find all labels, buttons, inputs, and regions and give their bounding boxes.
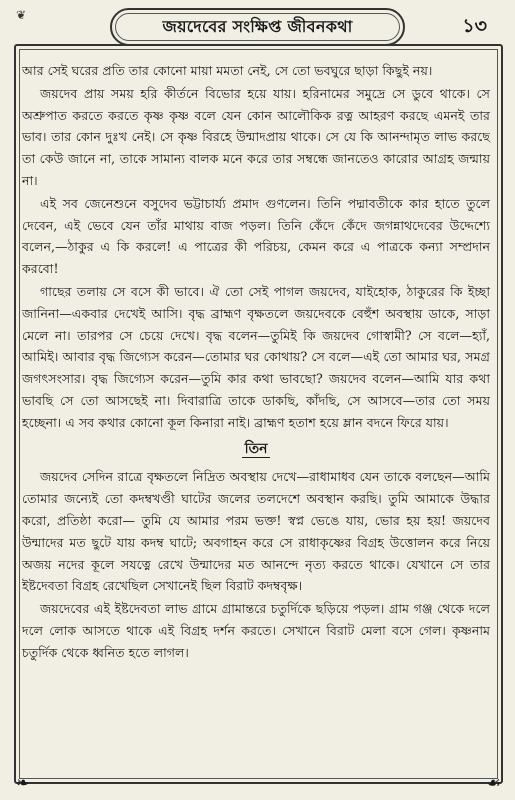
- title-cartouche: [110, 8, 405, 46]
- page-header: [0, 0, 515, 52]
- paragraph: আর সেই ঘরের প্রতি তার কোনো মায়া মমতা নেই, সে তো ভবঘুরে ছাড়া কিছুই নয়।: [22, 63, 433, 78]
- page-number: ১৩: [462, 15, 487, 37]
- running-title: জয়দেবের সংক্ষিপ্ত জীবনকথা: [162, 16, 353, 36]
- paragraph: জয়দেবের এই ইষ্টদেবতা লাভ গ্রামে গ্রামান্তরে চতুর্দিকে ছড়িয়ে পড়ল। গ্রাম গঞ্জ থেকে দলে দলে লোক আসতে থাকে এই বিগ্রহ দর্শন করতে। সেখানে বিরাট মেলা বসে গেল। কৃষ্ণনাম চতুর্দিক থেকে ধ্বনিত হতে লাগল।: [22, 601, 490, 660]
- paragraph: গাছের তলায় সে বসে কী ভাবে। ঐ তো সেই পাগল জয়দেব, যাইহোক, ঠাকুরের কি ইচ্ছা জানিনা—একবার দেখেই আসি। বৃদ্ধ ব্রাহ্মণ বৃক্ষতলে জয়দেবকে বেহুঁশ অবস্থায় ডাকে, সাড়া মেলে না। তারপর সে চেয়ে দেখে। বৃদ্ধ বলেন—তুমিই কি জয়দেব গোস্বামী? সে বলে—হ্যাঁ, আমিই। আবার বৃদ্ধ জিগ্যেস করেন—তোমার ঘর কোথায়? সে বলে—এই তো আমার ঘর, সমগ্র জগৎসংসার। বৃদ্ধ জিগ্যেস করেন—তুমি কার কথা ভাবছো? জয়দেব বলেন—আমি যার কথা ভাবছি সে তো আসছেই না। দিবারাত্রি তাকে ডাকছি, কাঁদছি, সে আসবে—তার তো সময় হচ্ছেনা। এ সব কথার কোনো কূল কিনারা নাই। ব্রাহ্মণ হতাশ হয়ে ম্লান বদনে ফিরে যায়।: [22, 283, 490, 430]
- section-heading-text: তিন: [242, 441, 271, 458]
- page-body: [22, 60, 490, 665]
- paragraph: এই সব জেনেশুনে বসুদেব ভট্টাচার্য্য প্রমাদ গুণলেন। তিনি পদ্মাবতীকে কার হাতে তুলে দেবেন, এই ভেবে যেন তাঁর মাথায় বাজ পড়ল। তিনি কেঁদে কেঁদে জগন্নাথদেবের উদ্দেশ্যে বলেন,—ঠাকুর এ কি করলে! এ পাত্রের কী পরিচয়, কেমন করে এ পাত্রকে কন্যা সম্প্রদান করবো!: [22, 195, 490, 277]
- corner-ornament-icon: ☙: [486, 773, 501, 792]
- corner-ornament-icon: ❦: [16, 8, 27, 22]
- paragraph: জয়দেব সেদিন রাত্রে বৃক্ষতলে নিদ্রিত অবস্থায় দেখে—রাধামাধব যেন তাকে বলছেন—আমি তোমার জন্যেই তো কদম্বখণ্ডী ঘাটের জলের তলদেশে অবস্থান করছি। তুমি আমাকে উদ্ধার করো, প্রতিষ্ঠা করো— তুমি যে আমার পরম ভক্ত! স্বপ্ন ভেঙে যায়, ভোর হয় হয়! জয়দেব উন্মাদের মত ছুটে যায় কদম্ব ঘাটে; অবগাহন করে সে রাধাকৃষ্ণের বিগ্রহ উত্তোলন করে নিয়ে অজয় নদের কূলে সযত্নে রেখে উন্মাদের মত আনন্দে নৃত্য করতে থাকে। যেখানে সে তার ইষ্টদেবতা বিগ্রহ রেখেছিল সেখানেই ছিল বিরাট কদম্ববৃক্ষ।: [22, 469, 490, 594]
- corner-ornament-icon: ❧: [16, 773, 30, 792]
- section-heading: [22, 439, 490, 461]
- paragraph: জয়দেব প্রায় সময় হরি কীর্তনে বিভোর হয়ে যায়। হরিনামের সমুদ্রে সে ডুবে থাকে। সে অশ্রুপাত করতে করতে কৃষ্ণ কৃষ্ণ বলে যেন কোন আলৌকিক রত্ন আহরণ করছে এমনই তার ভাব। তার কোন দুঃখ নেই। সে কৃষ্ণ বিরহে উন্মাদপ্রায় থাকে। সে যে কি আনন্দামৃত লাভ করছে তা কেউ জানে না, তাকে সামান্য বালক মনে করে তার সম্বন্ধে জানতেও কারোর আগ্রহ জন্মায় না।: [22, 85, 490, 188]
